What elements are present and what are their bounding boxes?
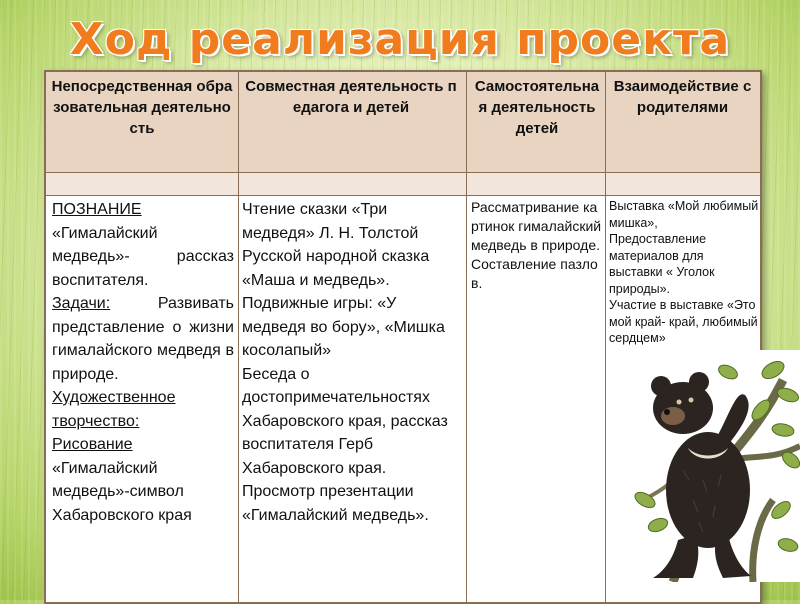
column-divider: [238, 72, 239, 602]
independent-text: Рассматривание картинок гималайский медведь в природе. Составление пазлов.: [471, 199, 602, 291]
drawing-label: Рисование: [52, 436, 133, 453]
story-text: «Гималайский медведь»- рассказ воспитателя.: [52, 224, 234, 289]
header-direct-activity: Непосредственная образовательная деятельность: [51, 78, 233, 137]
drawing-text: «Гималайский медведь»-символ Хабаровского края: [52, 459, 192, 524]
column-divider: [466, 72, 467, 602]
header-joint-activity: Совместная деятельность педагога и детей: [245, 78, 457, 116]
table-header-row: [46, 72, 760, 173]
games-text: Подвижные игры: «У медведя во бору», «Мишка косолапый»: [242, 295, 445, 359]
bear-illustration: [633, 350, 800, 582]
presentation-text: Просмотр презентации «Гималайский медведь».: [242, 483, 429, 524]
materials-text: Предоставление материалов для выставки « Уголок природы».: [609, 232, 715, 296]
tasks-label: Задачи:: [52, 295, 111, 312]
reading-text: Чтение сказки «Три медведя» Л. Н. Толстой Русской народной сказка «Маша и медведь».: [242, 201, 430, 289]
header-parents-interaction: Взаимодействие с родителями: [613, 78, 752, 116]
exhibition-text: Выставка «Мой любимый мишка»,: [609, 199, 759, 230]
column-divider: [605, 72, 606, 602]
cell-joint-activity: [242, 198, 460, 527]
cell-direct-activity: [52, 198, 234, 527]
table-empty-row: [46, 173, 760, 196]
slide-title: Ход реализация проекта: [69, 14, 731, 65]
conversation-text: Беседа о достопримечательностях Хабаровского края, рассказ воспитателя Герб Хабаровского края.: [242, 365, 448, 477]
participation-text: Участие в выставке «Это мой край- край, любимый сердцем»: [609, 298, 758, 345]
cognition-heading: ПОЗНАНИЕ: [52, 201, 142, 218]
cell-independent-activity: [471, 198, 605, 293]
cell-parents-interaction: [609, 198, 759, 347]
tasks-text: Развивать представление о жизни гималайского медведя в природе.: [52, 295, 234, 383]
art-label: Художественное творчество:: [52, 389, 176, 430]
header-independent-activity: Самостоятельная деятельность детей: [474, 78, 600, 137]
